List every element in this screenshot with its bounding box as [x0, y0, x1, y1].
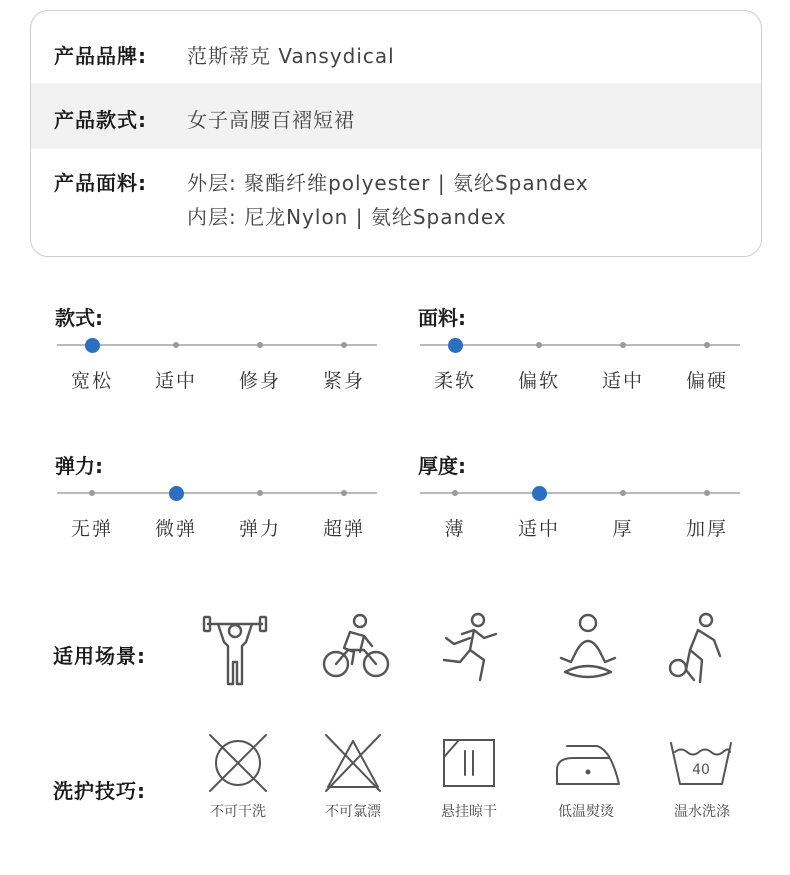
fit-scale-option: 宽松 — [70, 370, 113, 392]
fit-scale-tick — [173, 342, 179, 348]
material-scale-tick — [704, 342, 710, 348]
material-scale-option: 柔软 — [433, 370, 476, 392]
fit-scale-tick — [257, 342, 263, 348]
thickness-scale-option: 适中 — [517, 518, 560, 540]
style-label: 产品款式: — [54, 108, 147, 132]
warm-wash-icon — [668, 740, 734, 788]
thickness-scale-title: 厚度: — [418, 454, 466, 478]
material-scale-tick — [536, 342, 542, 348]
thickness-scale-selected-marker — [532, 486, 547, 501]
material-scale-track — [420, 344, 740, 346]
stretch-scale-option: 弹力 — [238, 518, 281, 540]
no-bleach-icon — [322, 733, 384, 793]
running-icon — [440, 612, 504, 684]
fit-scale-title: 款式: — [55, 306, 103, 330]
fit-scale-track — [57, 344, 377, 346]
material-scale-option: 偏硬 — [685, 370, 728, 392]
fit-scale-option: 修身 — [238, 370, 281, 392]
care-caption: 温水洗涤 — [674, 804, 730, 820]
style-row — [31, 83, 761, 149]
material-scale-option: 偏软 — [517, 370, 560, 392]
stretch-scale-selected-marker — [169, 486, 184, 501]
stretch-scale-option: 超弹 — [322, 518, 365, 540]
wash-temperature: 40 — [692, 762, 710, 778]
stretch-scale-tick — [341, 490, 347, 496]
weightlifting-icon — [200, 612, 270, 690]
fabric-inner: 内层: 尼龙Nylon | 氨纶Spandex — [187, 205, 507, 229]
fabric-row — [31, 149, 761, 256]
fabric-label: 产品面料: — [54, 171, 147, 195]
care-caption: 悬挂晾干 — [441, 804, 497, 820]
care-caption: 低温熨烫 — [558, 804, 614, 820]
cycling-icon — [320, 612, 392, 682]
style-value: 女子高腰百褶短裙 — [187, 108, 355, 132]
brand-value: 范斯蒂克 Vansydical — [187, 44, 395, 68]
brand-row — [31, 11, 761, 83]
stretch-scale-option: 微弹 — [154, 518, 197, 540]
fit-scale-selected-marker — [85, 338, 100, 353]
fabric-outer: 外层: 聚酯纤维polyester | 氨纶Spandex — [187, 171, 589, 195]
care-caption: 不可干洗 — [210, 804, 266, 820]
fit-scale-option: 适中 — [154, 370, 197, 392]
thickness-scale-option: 厚 — [612, 518, 634, 540]
stretch-scale-track — [57, 492, 377, 494]
yoga-icon — [557, 612, 619, 680]
brand-label: 产品品牌: — [54, 44, 147, 68]
care-label: 洗护技巧: — [53, 779, 146, 803]
material-scale-option: 适中 — [601, 370, 644, 392]
scenes-label: 适用场景: — [53, 644, 146, 668]
thickness-scale-tick — [620, 490, 626, 496]
fit-scale-tick — [341, 342, 347, 348]
material-scale-title: 面料: — [418, 306, 466, 330]
stretch-scale-tick — [89, 490, 95, 496]
stretch-scale-option: 无弹 — [70, 518, 113, 540]
stretch-scale-title: 弹力: — [55, 454, 103, 478]
material-scale-tick — [620, 342, 626, 348]
care-caption: 不可氯漂 — [325, 804, 381, 820]
thickness-scale-tick — [704, 490, 710, 496]
thickness-scale-tick — [452, 490, 458, 496]
basketball-icon — [668, 612, 728, 686]
fit-scale-option: 紧身 — [322, 370, 365, 392]
thickness-scale-option: 薄 — [444, 518, 466, 540]
no-dry-clean-icon — [206, 733, 270, 793]
low-iron-icon — [553, 740, 623, 788]
thickness-scale-track — [420, 492, 740, 494]
thickness-scale-option: 加厚 — [685, 518, 728, 540]
product-info-card — [30, 10, 762, 257]
line-dry-icon — [441, 737, 497, 789]
stretch-scale-tick — [257, 490, 263, 496]
material-scale-selected-marker — [448, 338, 463, 353]
